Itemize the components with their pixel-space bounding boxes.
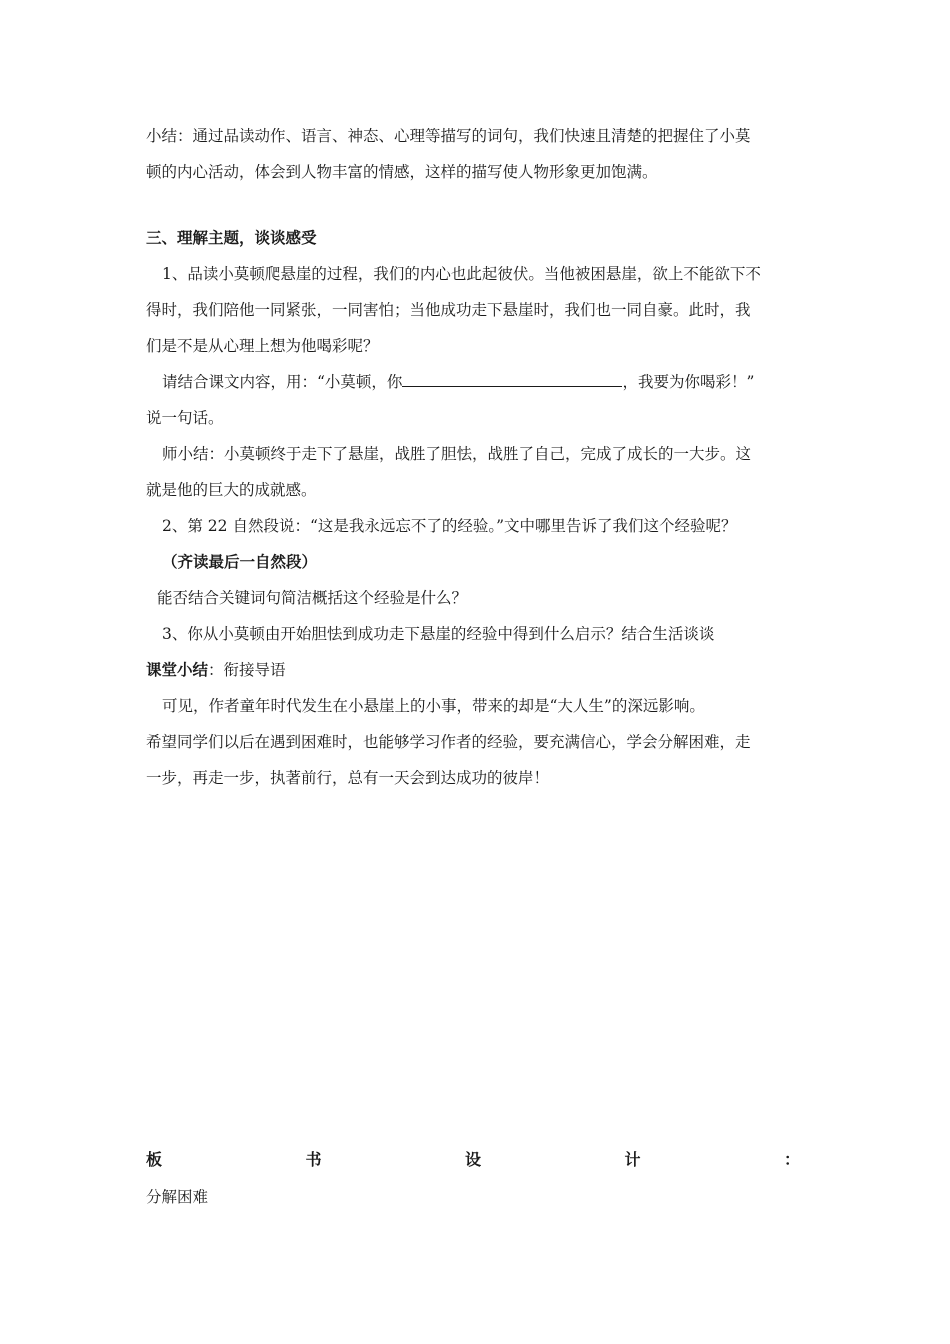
question-1-line-2: 得时，我们陪他一同紧张，一同害怕；当他成功走下悬崖时，我们也一同自豪。此时，我 bbox=[146, 301, 751, 319]
board-title-char: 板 bbox=[146, 1150, 163, 1169]
board-title-char: 设 bbox=[464, 1150, 481, 1169]
summary-line-2: 顿的内心活动，体会到人物丰富的情感，这样的描写使人物形象更加饱满。 bbox=[146, 163, 658, 181]
question-2-note: （齐读最后一自然段） bbox=[162, 552, 318, 571]
fill-in-prompt bbox=[146, 364, 810, 400]
class-summary bbox=[146, 652, 810, 688]
class-summary-paragraph-2-line-2: 一步，再走一步，执著前行，总有一天会到达成功的彼岸！ bbox=[146, 769, 550, 787]
class-summary-label: 课堂小结 bbox=[146, 660, 209, 679]
teacher-summary-line-2: 就是他的巨大的成就感。 bbox=[146, 481, 317, 499]
fill-in-prompt-line-2: 说一句话。 bbox=[146, 409, 224, 427]
answer-blank[interactable] bbox=[402, 368, 622, 387]
question-3: 3、你从小莫顿由开始胆怯到成功走下悬崖的经验中得到什么启示？结合生活谈谈 bbox=[162, 625, 715, 643]
board-title-char: 书 bbox=[305, 1150, 322, 1169]
prompt-after: ，我要为你喝彩！” bbox=[622, 373, 755, 391]
question-1-line-3: 们是不是从心理上想为他喝彩呢？ bbox=[146, 337, 379, 355]
prompt-before: 请结合课文内容，用：“小莫顿，你 bbox=[162, 373, 403, 391]
board-design-title bbox=[146, 1146, 800, 1174]
spacer bbox=[146, 190, 810, 220]
board-design-content: 分解困难 bbox=[146, 1188, 209, 1206]
question-2: 2、第 22 自然段说：“这是我永远忘不了的经验。”文中哪里告诉了我们这个经验呢？ bbox=[162, 517, 737, 535]
class-summary-text: ：衔接导语 bbox=[208, 661, 286, 679]
board-title-char: ： bbox=[783, 1150, 800, 1169]
class-summary-paragraph-1: 可见，作者童年时代发生在小悬崖上的小事，带来的却是“大人生”的深远影响。 bbox=[162, 697, 705, 715]
question-1-line-1: 1、品读小莫顿爬悬崖的过程，我们的内心也此起彼伏。当他被困悬崖，欲上不能欲下不 bbox=[162, 265, 761, 283]
section-heading: 三、理解主题，谈谈感受 bbox=[146, 228, 317, 247]
board-title-char: 计 bbox=[624, 1150, 641, 1169]
class-summary-paragraph-2-line-1: 希望同学们以后在遇到困难时，也能够学习作者的经验，要充满信心，学会分解困难，走 bbox=[146, 733, 751, 751]
question-2-follow: 能否结合关键词句简洁概括这个经验是什么？ bbox=[157, 589, 468, 607]
summary-line-1: 小结：通过品读动作、语言、神态、心理等描写的词句，我们快速且清楚的把握住了小莫 bbox=[146, 127, 751, 145]
document-body bbox=[146, 118, 810, 796]
teacher-summary-line-1: 师小结：小莫顿终于走下了悬崖，战胜了胆怯，战胜了自己，完成了成长的一大步。这 bbox=[162, 445, 752, 463]
